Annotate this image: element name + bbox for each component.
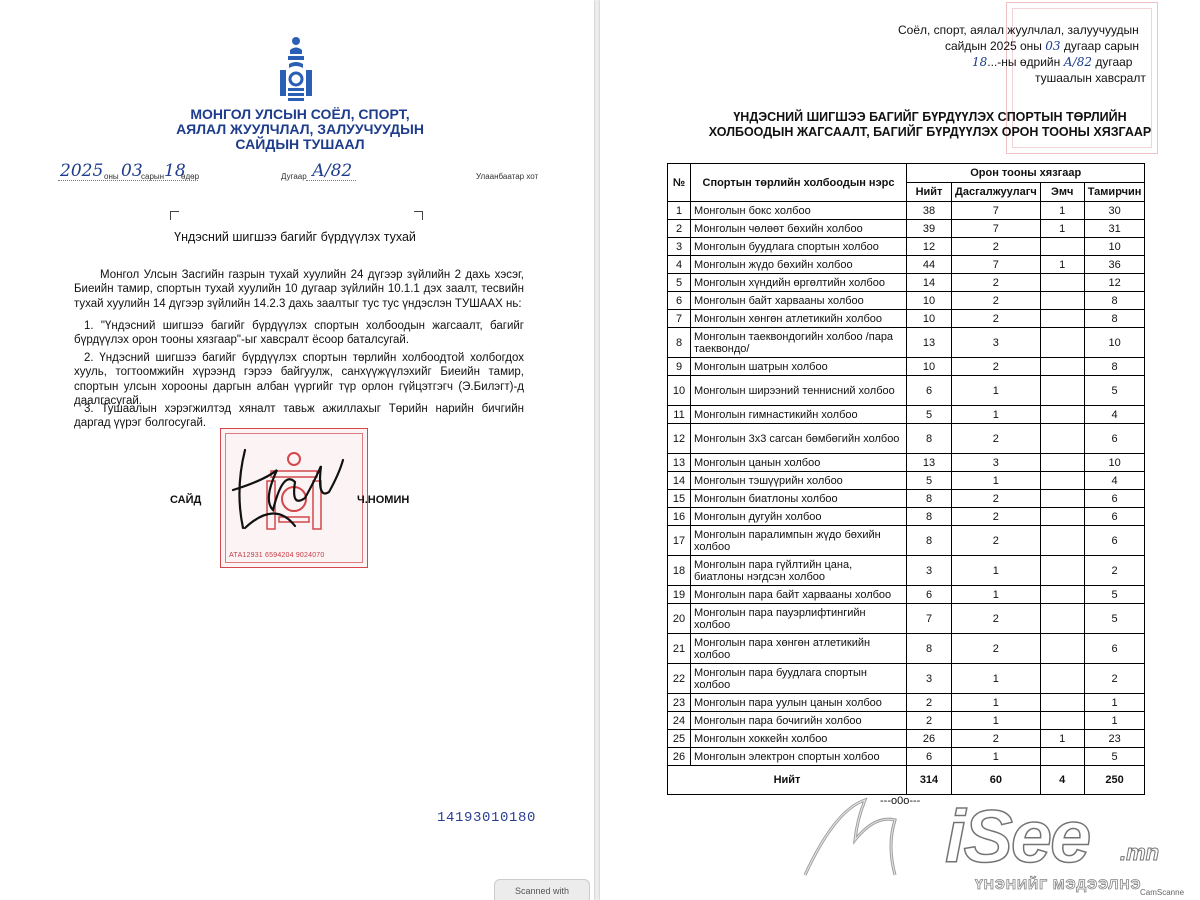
document-serial-number: 14193010180 — [437, 810, 537, 826]
annex-number-text: дугаар — [1095, 55, 1133, 69]
row-total: 5 — [907, 406, 952, 424]
row-federation-name: Монголын паралимпын жүдо бөхийн холбоо — [691, 526, 907, 556]
row-doctor: 1 — [1040, 256, 1084, 274]
table-row — [668, 664, 1145, 694]
row-coach: 2 — [952, 424, 1041, 454]
row-number: 22 — [668, 664, 691, 694]
row-coach: 1 — [952, 694, 1041, 712]
row-doctor: 1 — [1040, 730, 1084, 748]
row-total: 2 — [907, 694, 952, 712]
row-federation-name: Монголын пара буудлага спортын холбоо — [691, 664, 907, 694]
row-total: 6 — [907, 586, 952, 604]
order-number-handwritten: А/82 — [312, 161, 353, 181]
table-row — [668, 202, 1145, 220]
row-total: 39 — [907, 220, 952, 238]
row-doctor — [1040, 508, 1084, 526]
column-header-federation: Спортын төрлийн холбоодын нэрс — [691, 164, 907, 202]
row-federation-name: Монголын дугуйн холбоо — [691, 508, 907, 526]
row-total: 8 — [907, 634, 952, 664]
row-athlete: 10 — [1084, 328, 1145, 358]
row-athlete: 2 — [1084, 664, 1145, 694]
row-number: 12 — [668, 424, 691, 454]
order-page — [0, 0, 594, 900]
row-federation-name: Монголын шатрын холбоо — [691, 358, 907, 376]
row-total: 3 — [907, 664, 952, 694]
annex-number-handwritten: А/82 — [1063, 55, 1092, 69]
row-doctor — [1040, 664, 1084, 694]
row-doctor — [1040, 454, 1084, 472]
row-number: 21 — [668, 634, 691, 664]
watermark-tagline: ҮНЭНИЙГ МЭДЭЭЛНЭ — [975, 876, 1142, 892]
row-number: 18 — [668, 556, 691, 586]
row-athlete: 31 — [1084, 220, 1145, 238]
row-total: 7 — [907, 604, 952, 634]
table-row — [668, 730, 1145, 748]
date-day-handwritten: 18 — [164, 161, 186, 181]
row-number: 24 — [668, 712, 691, 730]
annex-line1: Соёл, спорт, аялал жуулчлал, залуучуудын — [898, 23, 1139, 37]
scanned-with-badge: Scanned with — [494, 879, 590, 900]
date-month-label: сарын — [141, 172, 165, 181]
row-number: 9 — [668, 358, 691, 376]
row-doctor — [1040, 274, 1084, 292]
row-federation-name: Монголын хоккейн холбоо — [691, 730, 907, 748]
order-clause-2: 2. Үндэсний шигшээ багийг бүрдүүлэх спортын төрлийн холбоодтой холбогдох хууль, тогтоомжийн хүрээнд гэрээ байгуулж, санхүүжүүлэхийг Биеийн тамир, спортын улсын хорооны даргын албан үүргийг түр орлон гүйцэтгэгч (Э.Билэгт)-д даалгасугай. — [74, 352, 524, 407]
table-row — [668, 454, 1145, 472]
row-total: 8 — [907, 526, 952, 556]
row-doctor — [1040, 376, 1084, 406]
row-number: 7 — [668, 310, 691, 328]
order-clause-3: 3. Тушаалын хэрэгжилтэд хяналт тавьж ажиллахыг Төрийн нарийн бичгийн даргад үүрэг болгосугай. — [74, 403, 524, 430]
seal-text: АТА12931 6594204 9024070 — [229, 552, 325, 559]
row-athlete: 6 — [1084, 634, 1145, 664]
table-row — [668, 490, 1145, 508]
signer-name: Ч.НОМИН — [357, 494, 410, 506]
row-doctor — [1040, 310, 1084, 328]
table-row — [668, 238, 1145, 256]
row-total: 10 — [907, 292, 952, 310]
table-row — [668, 694, 1145, 712]
row-total: 13 — [907, 454, 952, 472]
row-number: 8 — [668, 328, 691, 358]
footer-doctor-count: 4 — [1040, 766, 1084, 795]
row-coach: 3 — [952, 328, 1041, 358]
annex-line4: тушаалын хавсралт — [1035, 71, 1146, 85]
row-number: 4 — [668, 256, 691, 274]
camscanner-badge: CamScanne — [1140, 888, 1185, 897]
row-doctor — [1040, 712, 1084, 730]
row-coach: 2 — [952, 634, 1041, 664]
annex-day-text: ...-ны өдрийн — [987, 55, 1061, 69]
row-coach: 2 — [952, 292, 1041, 310]
row-athlete: 6 — [1084, 490, 1145, 508]
row-federation-name: Монголын пара уулын цанын холбоо — [691, 694, 907, 712]
row-coach: 2 — [952, 358, 1041, 376]
row-number: 17 — [668, 526, 691, 556]
annex-title-line2: ХОЛБООДЫН ЖАГСААЛТ, БАГИЙГ БҮРДҮҮЛЭХ ОРОН ТООНЫ ХЯЗГААР — [708, 125, 1152, 139]
row-number: 20 — [668, 604, 691, 634]
row-athlete: 4 — [1084, 406, 1145, 424]
row-total: 6 — [907, 376, 952, 406]
table-row — [668, 586, 1145, 604]
footer-total-label: Нийт — [668, 766, 907, 795]
row-athlete: 5 — [1084, 586, 1145, 604]
federations-quota-table — [667, 163, 1145, 795]
table-row — [668, 310, 1145, 328]
annex-line3 — [972, 54, 1132, 71]
row-total: 6 — [907, 748, 952, 766]
row-number: 10 — [668, 376, 691, 406]
row-coach: 1 — [952, 472, 1041, 490]
row-coach: 1 — [952, 406, 1041, 424]
row-number: 3 — [668, 238, 691, 256]
column-group-quota: Орон тооны хязгаар — [907, 164, 1145, 183]
row-athlete: 8 — [1084, 292, 1145, 310]
row-federation-name: Монголын пара гүйлтийн цана, биатлоны нэгдсэн холбоо — [691, 556, 907, 586]
table-row — [668, 424, 1145, 454]
row-federation-name: Монголын хөнгөн атлетикийн холбоо — [691, 310, 907, 328]
table-row — [668, 406, 1145, 424]
row-total: 8 — [907, 490, 952, 508]
table-row — [668, 604, 1145, 634]
row-total: 14 — [907, 274, 952, 292]
date-month-handwritten: 03 — [121, 161, 143, 181]
row-athlete: 6 — [1084, 526, 1145, 556]
order-type-heading: САЙДЫН ТУШААЛ — [235, 136, 365, 152]
row-doctor — [1040, 328, 1084, 358]
table-row — [668, 274, 1145, 292]
row-athlete: 2 — [1084, 556, 1145, 586]
row-doctor: 1 — [1040, 202, 1084, 220]
row-doctor — [1040, 526, 1084, 556]
row-number: 19 — [668, 586, 691, 604]
table-row — [668, 556, 1145, 586]
row-doctor — [1040, 424, 1084, 454]
table-row — [668, 358, 1145, 376]
row-doctor — [1040, 748, 1084, 766]
mongolia-emblem-icon — [276, 36, 316, 102]
row-total: 2 — [907, 712, 952, 730]
row-total: 3 — [907, 556, 952, 586]
row-doctor — [1040, 490, 1084, 508]
row-number: 23 — [668, 694, 691, 712]
row-total: 38 — [907, 202, 952, 220]
row-federation-name: Монголын тэшүүрийн холбоо — [691, 472, 907, 490]
ministry-title-line2: АЯЛАЛ ЖУУЛЧЛАЛ, ЗАЛУУЧУУДЫН — [176, 121, 424, 137]
row-athlete: 10 — [1084, 454, 1145, 472]
order-clause-1: 1. "Үндэсний шигшээ багийг бүрдүүлэх спортын холбоодын жагсаалт, багийг бүрдүүлэх орон тооны хязгаар"-ыг хавсралт ёсоор баталсугай. — [74, 320, 524, 347]
row-total: 10 — [907, 310, 952, 328]
row-coach: 1 — [952, 748, 1041, 766]
subject-bracket-left — [170, 211, 179, 220]
row-coach: 2 — [952, 274, 1041, 292]
number-underline — [306, 180, 356, 181]
column-header-athlete: Тамирчин — [1084, 183, 1145, 202]
table-row — [668, 472, 1145, 490]
row-number: 16 — [668, 508, 691, 526]
number-label: Дугаар — [281, 172, 307, 181]
table-row — [668, 328, 1145, 358]
row-number: 25 — [668, 730, 691, 748]
row-number: 26 — [668, 748, 691, 766]
table-row — [668, 526, 1145, 556]
row-athlete: 8 — [1084, 358, 1145, 376]
row-doctor — [1040, 556, 1084, 586]
column-header-number: № — [668, 164, 691, 202]
minister-signature — [225, 440, 355, 535]
row-federation-name: Монголын жүдо бөхийн холбоо — [691, 256, 907, 274]
annex-day-handwritten: 18 — [972, 55, 988, 69]
row-coach: 7 — [952, 220, 1041, 238]
row-number: 5 — [668, 274, 691, 292]
row-athlete: 4 — [1084, 472, 1145, 490]
table-row — [668, 376, 1145, 406]
row-coach: 2 — [952, 310, 1041, 328]
row-number: 1 — [668, 202, 691, 220]
ministry-title-line1: МОНГОЛ УЛСЫН СОЁЛ, СПОРТ, — [190, 106, 410, 122]
row-federation-name: Монголын чөлөөт бөхийн холбоо — [691, 220, 907, 238]
row-total: 8 — [907, 508, 952, 526]
row-federation-name: Монголын буудлага спортын холбоо — [691, 238, 907, 256]
row-federation-name: Монголын гимнастикийн холбоо — [691, 406, 907, 424]
footer-athlete-count: 250 — [1084, 766, 1145, 795]
row-number: 11 — [668, 406, 691, 424]
row-doctor — [1040, 406, 1084, 424]
row-coach: 2 — [952, 238, 1041, 256]
row-doctor: 1 — [1040, 220, 1084, 238]
row-coach: 2 — [952, 508, 1041, 526]
row-doctor — [1040, 634, 1084, 664]
row-doctor — [1040, 238, 1084, 256]
signer-title: САЙД — [170, 494, 202, 506]
table-row — [668, 220, 1145, 238]
row-number: 15 — [668, 490, 691, 508]
row-federation-name: Монголын 3х3 сагсан бөмбөгийн холбоо — [691, 424, 907, 454]
order-subject: Үндэсний шигшээ багийг бүрдүүлэх тухай — [174, 230, 416, 244]
row-number: 6 — [668, 292, 691, 310]
table-row — [668, 634, 1145, 664]
row-total: 12 — [907, 238, 952, 256]
row-athlete: 1 — [1084, 712, 1145, 730]
row-athlete: 5 — [1084, 604, 1145, 634]
row-athlete: 36 — [1084, 256, 1145, 274]
row-number: 13 — [668, 454, 691, 472]
row-total: 5 — [907, 472, 952, 490]
date-year-label: оны — [104, 172, 119, 181]
row-total: 8 — [907, 424, 952, 454]
annex-month-text: дугаар сарын — [1063, 39, 1139, 53]
row-federation-name: Монголын пара бочигийн холбоо — [691, 712, 907, 730]
row-doctor — [1040, 292, 1084, 310]
row-doctor — [1040, 472, 1084, 490]
row-total: 13 — [907, 328, 952, 358]
row-athlete: 30 — [1084, 202, 1145, 220]
city-label: Улаанбаатар хот — [476, 172, 539, 181]
row-athlete: 6 — [1084, 424, 1145, 454]
annex-line2 — [945, 38, 1139, 55]
row-coach: 2 — [952, 604, 1041, 634]
table-row — [668, 508, 1145, 526]
row-coach: 7 — [952, 256, 1041, 274]
row-federation-name: Монголын ширээний теннисний холбоо — [691, 376, 907, 406]
row-coach: 7 — [952, 202, 1041, 220]
annex-page — [600, 0, 1200, 900]
annex-title-line1: ҮНДЭСНИЙ ШИГШЭЭ БАГИЙГ БҮРДҮҮЛЭХ СПОРТЫН ТӨРЛИЙН — [733, 110, 1127, 124]
row-athlete: 23 — [1084, 730, 1145, 748]
footer-coach-count: 60 — [952, 766, 1041, 795]
subject-bracket-right — [414, 211, 423, 220]
row-coach: 1 — [952, 586, 1041, 604]
row-total: 44 — [907, 256, 952, 274]
annex-year-text: сайдын 2025 оны — [945, 39, 1042, 53]
annex-month-handwritten: 03 — [1045, 39, 1061, 53]
table-row — [668, 712, 1145, 730]
row-athlete: 1 — [1084, 694, 1145, 712]
row-coach: 1 — [952, 556, 1041, 586]
row-federation-name: Монголын пара хөнгөн атлетикийн холбоо — [691, 634, 907, 664]
row-doctor — [1040, 694, 1084, 712]
footer-total-count: 314 — [907, 766, 952, 795]
table-row — [668, 748, 1145, 766]
row-federation-name: Монголын пара байт харваaны холбоо — [691, 586, 907, 604]
row-doctor — [1040, 604, 1084, 634]
column-header-coach: Дасгалжуулагч — [952, 183, 1041, 202]
row-federation-name: Монголын бокс холбоо — [691, 202, 907, 220]
row-athlete: 12 — [1084, 274, 1145, 292]
isee-watermark-logo: iSee — [945, 795, 1090, 878]
date-day-label: өдөр — [181, 172, 200, 181]
column-header-total: Нийт — [907, 183, 952, 202]
row-coach: 2 — [952, 526, 1041, 556]
row-doctor — [1040, 586, 1084, 604]
row-number: 2 — [668, 220, 691, 238]
row-total: 26 — [907, 730, 952, 748]
date-underline — [58, 180, 198, 181]
row-coach: 1 — [952, 712, 1041, 730]
date-year-handwritten: 2025 — [60, 161, 104, 181]
row-total: 10 — [907, 358, 952, 376]
end-of-document-mark: ---o0o--- — [880, 795, 921, 807]
row-federation-name: Монголын биатлоны холбоо — [691, 490, 907, 508]
row-coach: 2 — [952, 730, 1041, 748]
watermark-domain: .mn — [1120, 840, 1160, 865]
row-athlete: 8 — [1084, 310, 1145, 328]
row-coach: 1 — [952, 376, 1041, 406]
row-doctor — [1040, 358, 1084, 376]
row-coach: 1 — [952, 664, 1041, 694]
order-preamble: Монгол Улсын Засгийн газрын тухай хуулийн 24 дүгээр зүйлийн 2 дахь хэсэг, Биеийн тамир, спортын тухай хуулийн 10 дугаар зүйлийн 10.1.1 дэх заалт, тесвийн тухай хуулийн 14 дүгээр зүйлийн 14.2.3 дахь заалтыг тус тус үндэслэн ТУШААХ нь: — [74, 269, 524, 310]
table-row — [668, 292, 1145, 310]
row-athlete: 6 — [1084, 508, 1145, 526]
row-athlete: 5 — [1084, 748, 1145, 766]
row-federation-name: Монголын таеквондогийн холбоо /пара таеквондо/ — [691, 328, 907, 358]
row-federation-name: Монголын байт харвааны холбоо — [691, 292, 907, 310]
row-federation-name: Монголын пара пауэрлифтингийн холбоо — [691, 604, 907, 634]
table-row — [668, 256, 1145, 274]
row-coach: 3 — [952, 454, 1041, 472]
row-athlete: 10 — [1084, 238, 1145, 256]
row-number: 14 — [668, 472, 691, 490]
row-athlete: 5 — [1084, 376, 1145, 406]
column-header-doctor: Эмч — [1040, 183, 1084, 202]
row-federation-name: Монголын электрон спортын холбоо — [691, 748, 907, 766]
watermark-wave-icon — [795, 790, 945, 880]
row-federation-name: Монголын цанын холбоо — [691, 454, 907, 472]
row-federation-name: Монголын хүндийн өргөлтийн холбоо — [691, 274, 907, 292]
row-coach: 2 — [952, 490, 1041, 508]
